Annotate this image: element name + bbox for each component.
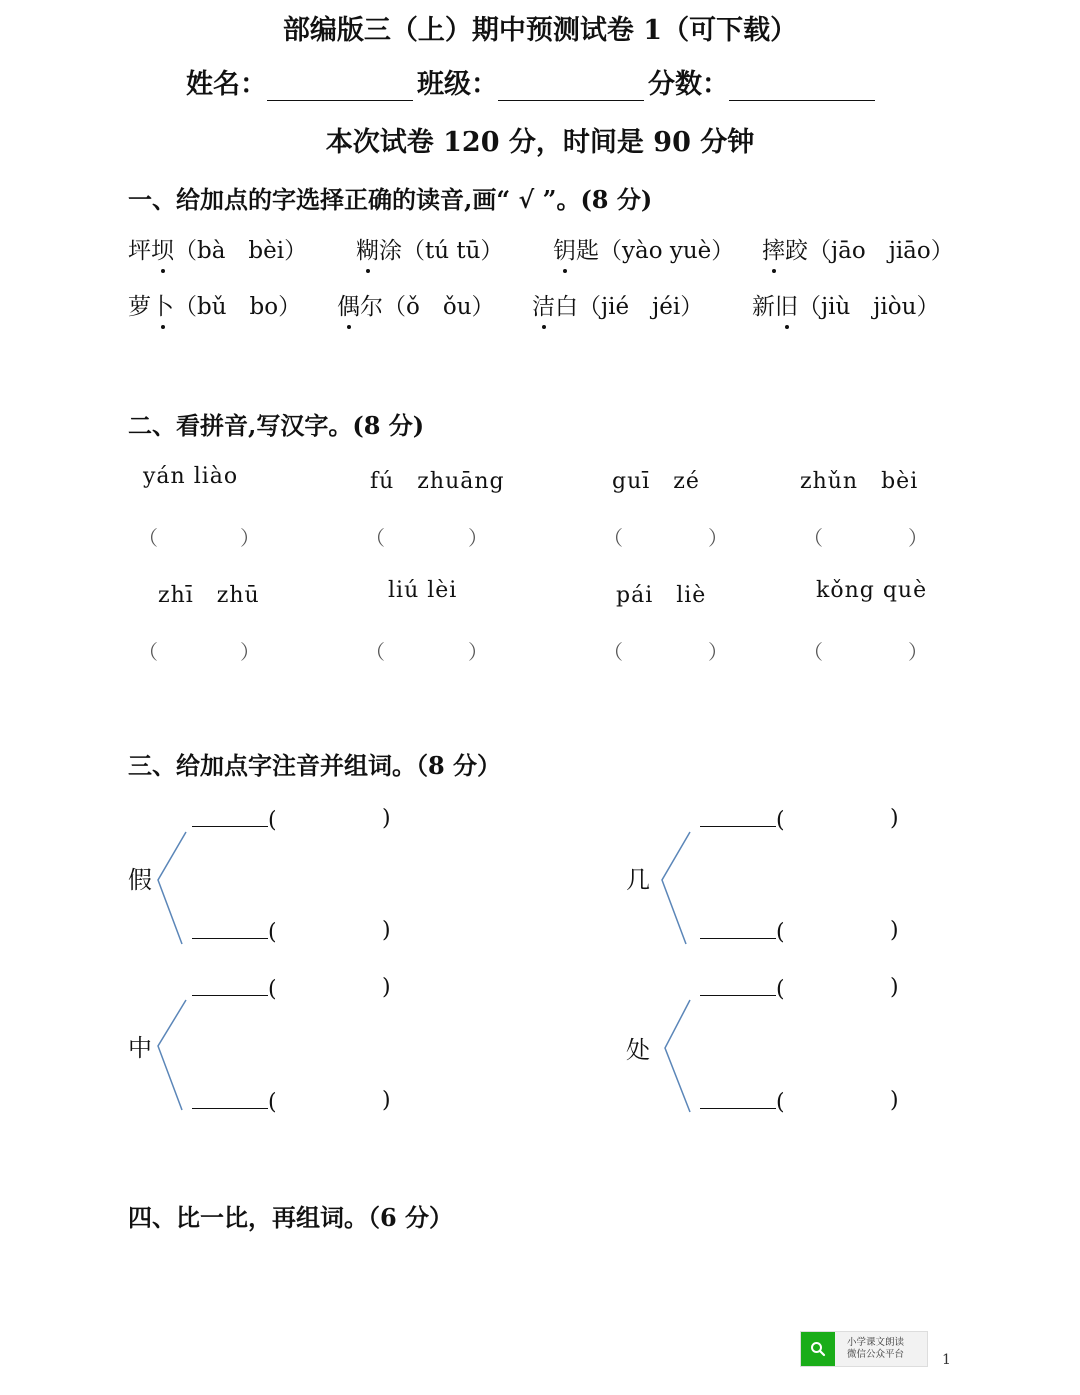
word-slot: ( <box>192 975 277 1002</box>
answer-paren-close: ） <box>908 526 928 550</box>
watermark-line2: 微信公众平台 <box>847 1349 905 1360</box>
answer-paren-open: （ <box>365 640 385 664</box>
section1-heading: 一、给加点的字选择正确的读音,画“ √ ”。(8 分) <box>128 185 653 214</box>
q1-item: 摔跤（jāo jiāo） <box>762 232 954 265</box>
answer-line[interactable] <box>192 918 268 939</box>
answer-line[interactable] <box>192 975 268 996</box>
answer-line[interactable] <box>700 1088 776 1109</box>
q1-item: 坪坝（bà bèi） <box>128 232 307 265</box>
score-label: 分数： <box>648 69 729 100</box>
word-slot: ( <box>700 975 785 1002</box>
pinyin-prompt: liú lèi <box>388 578 458 603</box>
close-paren: ) <box>382 975 391 1000</box>
answer-paren-open: （ <box>365 526 385 550</box>
pinyin-prompt: guī zé <box>612 469 700 494</box>
answer-paren-open: （ <box>603 526 623 550</box>
answer-line[interactable] <box>192 806 268 827</box>
wechat-watermark <box>800 1331 928 1367</box>
answer-paren-close: ） <box>468 640 488 664</box>
bracket-line <box>158 1000 186 1110</box>
dotted-char: 洁 <box>532 288 555 321</box>
bracket-line <box>662 832 690 944</box>
answer-paren-close: ） <box>708 526 728 550</box>
name-label: 姓名： <box>186 69 267 100</box>
answer-paren-close: ） <box>468 526 488 550</box>
bracket-line <box>665 1000 690 1112</box>
section3-heading: 三、给加点字注音并组词。（8 分） <box>128 751 502 780</box>
pinyin-prompt: zhī zhū <box>158 583 260 608</box>
target-char: 几 <box>626 866 650 894</box>
pinyin-prompt: zhǔn bèi <box>800 469 919 494</box>
q1-item: 偶尔（ǒ ǒu） <box>337 288 495 321</box>
word-slot: ( <box>700 918 785 945</box>
watermark-line1: 小学课文朗读 <box>847 1337 905 1348</box>
answer-line[interactable] <box>192 1088 268 1109</box>
pinyin-prompt: fú zhuāng <box>370 469 505 494</box>
dotted-char: 卜 <box>151 288 174 321</box>
close-paren: ) <box>890 806 899 831</box>
answer-paren-open: （ <box>803 526 823 550</box>
close-paren: ) <box>382 1088 391 1113</box>
dotted-char: 糊 <box>356 232 379 265</box>
target-char: 处 <box>626 1036 650 1064</box>
word-slot: ( <box>192 918 277 945</box>
page-title: 部编版三（上）期中预测试卷 1（可下载） <box>282 15 798 46</box>
target-char: 假 <box>128 866 152 894</box>
bracket-line <box>158 832 186 944</box>
word-slot: ( <box>192 1088 277 1115</box>
target-char: 中 <box>128 1034 152 1062</box>
close-paren: ) <box>890 975 899 1000</box>
pinyin-prompt: pái liè <box>616 583 707 608</box>
answer-paren-close: ） <box>908 640 928 664</box>
close-paren: ) <box>382 918 391 943</box>
close-paren: ) <box>890 1088 899 1113</box>
class-label: 班级： <box>417 69 498 100</box>
word-slot: ( <box>700 1088 785 1115</box>
answer-paren-open: （ <box>803 640 823 664</box>
dotted-char: 摔 <box>762 232 785 265</box>
answer-line[interactable] <box>700 918 776 939</box>
q1-item: 新旧（jiù jiòu） <box>752 288 939 321</box>
dotted-char: 旧 <box>775 288 798 321</box>
dotted-char: 钥 <box>553 232 576 265</box>
q1-item: 萝卜（bǔ bo） <box>128 288 301 321</box>
pinyin-prompt: yán liào <box>143 464 239 489</box>
q1-item: 洁白（jié jéi） <box>532 288 703 321</box>
word-slot: ( <box>700 806 785 833</box>
exam-subtitle: 本次试卷 120 分，时间是 90 分钟 <box>325 127 755 158</box>
answer-paren-close: ） <box>708 640 728 664</box>
answer-paren-open: （ <box>603 640 623 664</box>
answer-paren-open: （ <box>138 526 158 550</box>
pinyin-prompt: kǒng què <box>816 578 928 603</box>
section2-heading: 二、看拼音,写汉字。(8 分) <box>128 411 425 440</box>
search-icon <box>801 1332 835 1366</box>
word-slot: ( <box>192 806 277 833</box>
close-paren: ) <box>382 806 391 831</box>
answer-paren-close: ） <box>240 526 260 550</box>
answer-line[interactable] <box>700 806 776 827</box>
section4-heading: 四、比一比，再组词。（6 分） <box>128 1203 454 1232</box>
dotted-char: 偶 <box>337 288 360 321</box>
close-paren: ) <box>890 918 899 943</box>
q1-item: 糊涂（tú tū） <box>356 232 503 265</box>
q1-item: 钥匙（yào yuè） <box>553 232 734 265</box>
answer-paren-open: （ <box>138 640 158 664</box>
page-number: 1 <box>942 1352 951 1368</box>
answer-line[interactable] <box>700 975 776 996</box>
dotted-char: 坝 <box>151 232 174 265</box>
answer-paren-close: ） <box>240 640 260 664</box>
